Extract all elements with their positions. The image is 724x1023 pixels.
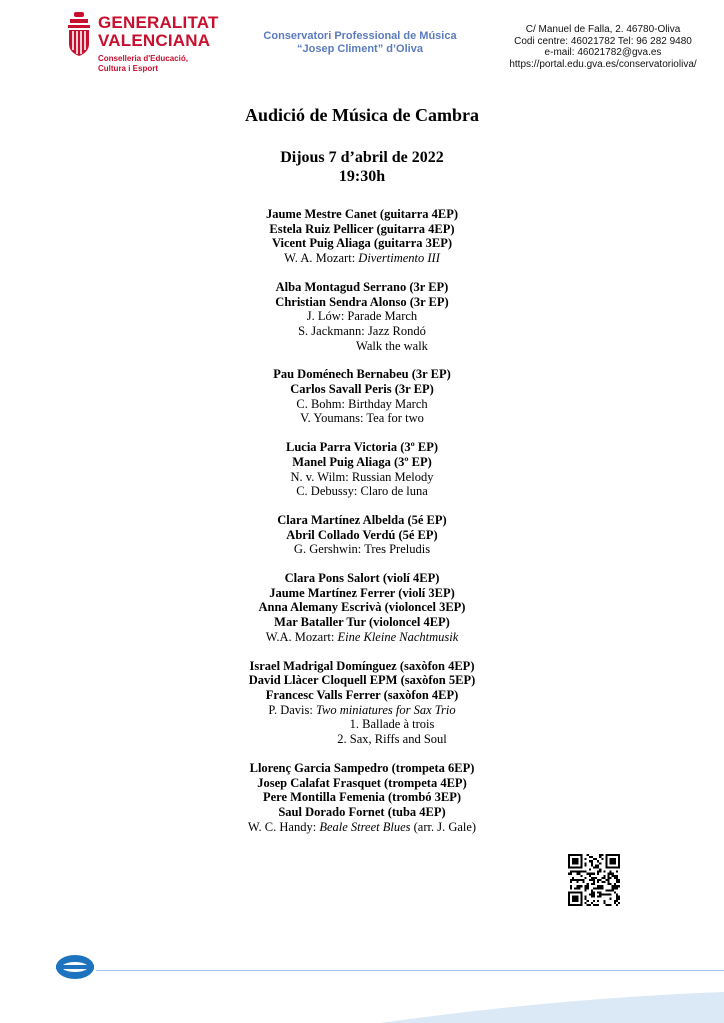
piece-line bbox=[0, 470, 724, 485]
performer-line: Clara Martínez Albelda (5é EP) bbox=[277, 512, 447, 527]
conservatory-name bbox=[240, 30, 480, 56]
website-link[interactable]: https://portal.edu.gva.es/conservatorioliva/ bbox=[509, 58, 697, 70]
program-group bbox=[0, 659, 724, 747]
piece-line bbox=[0, 717, 724, 732]
performer-line: Israel Madrigal Domínguez (saxòfon 4EP) bbox=[249, 658, 475, 673]
piece-title: Birthday March bbox=[348, 396, 428, 411]
footer-wave bbox=[0, 980, 724, 1023]
composer: C. Debussy: bbox=[296, 484, 361, 499]
performer-line: Alba Montagud Serrano (3r EP) bbox=[275, 279, 449, 294]
piece-line bbox=[0, 309, 724, 324]
performer-line: Llorenç Garcia Sampedro (trompeta 6EP) bbox=[249, 760, 475, 775]
page-header bbox=[0, 0, 724, 80]
event-date: Dijous 7 d’abril de 2022 bbox=[280, 149, 444, 166]
piece-title: Two miniatures for Sax Trio bbox=[315, 702, 456, 717]
composer: P. Davis: bbox=[268, 702, 316, 717]
performer-line: Jaume Mestre Canet (guitarra 4EP) bbox=[265, 207, 459, 221]
conservatory-line-1: Conservatori Professional de Música bbox=[263, 30, 457, 42]
piece-title: Parade March bbox=[347, 309, 418, 324]
composer: V. Youmans: bbox=[300, 411, 367, 426]
program-group bbox=[0, 513, 724, 557]
piece-line bbox=[0, 703, 724, 718]
performer-line: Francesc Valls Ferrer (saxòfon 4EP) bbox=[265, 687, 459, 702]
performer-line: Mar Bataller Tur (violoncel 4EP) bbox=[274, 615, 450, 630]
piece-line bbox=[0, 820, 724, 835]
program-group bbox=[0, 571, 724, 645]
performer-line: David Llàcer Cloquell EPM (saxòfon 5EP) bbox=[248, 673, 476, 688]
composer: N. v. Wilm: bbox=[290, 469, 352, 484]
logo-sub-2: Cultura i Esport bbox=[98, 64, 159, 73]
piece-title: Divertimento III bbox=[358, 251, 440, 266]
program-content bbox=[0, 104, 724, 848]
piece-title: Eine Kleine Nachtmusik bbox=[337, 629, 459, 644]
document-title: Audició de Música de Cambra bbox=[245, 105, 479, 125]
piece-line bbox=[0, 630, 724, 645]
composer: J. Lów: bbox=[306, 309, 348, 324]
address-line: C/ Manuel de Falla, 2. 46780-Oliva bbox=[525, 24, 681, 35]
arrangement-note: (arr. J. Gale) bbox=[410, 819, 477, 834]
logo-sub-1: Conselleria d'Educació, bbox=[98, 54, 188, 63]
phone-line: Codi centre: 46021782 Tel: 96 282 9480 bbox=[514, 35, 692, 47]
composer: W.A. Mozart: bbox=[265, 629, 338, 644]
performer-line: Pere Montilla Femenia (trombó 3EP) bbox=[262, 790, 462, 805]
performer-line: Saul Dorado Fornet (tuba 4EP) bbox=[278, 804, 446, 819]
performer-line: Josep Calafat Frasquet (trompeta 4EP) bbox=[257, 775, 467, 790]
piece-line bbox=[0, 542, 724, 557]
piece-title: Russian Melody bbox=[351, 469, 434, 484]
piece-line bbox=[0, 324, 724, 339]
piece-line bbox=[0, 732, 724, 747]
piece-title: 1. Ballade à trois bbox=[349, 717, 435, 732]
performer-line: Jaume Martínez Ferrer (violí 3EP) bbox=[269, 585, 455, 600]
performer-line: Manel Puig Aliaga (3º EP) bbox=[292, 454, 432, 469]
piece-title: 2. Sax, Riffs and Soul bbox=[337, 732, 447, 747]
piece-title: Walk the walk bbox=[356, 338, 428, 353]
program-group bbox=[0, 761, 724, 835]
program-group bbox=[0, 280, 724, 354]
performer-line: Christian Sendra Alonso (3r EP) bbox=[275, 294, 449, 309]
qr-code-icon[interactable] bbox=[568, 854, 620, 906]
composer: S. Jackmann: bbox=[298, 323, 368, 338]
logo-line-1: GENERALITAT bbox=[98, 13, 219, 32]
program-group bbox=[0, 367, 724, 426]
piece-line bbox=[0, 339, 724, 354]
piece-line bbox=[0, 411, 724, 426]
performer-line: Lucia Parra Victoria (3º EP) bbox=[285, 440, 438, 455]
piece-title: Jazz Rondó bbox=[367, 323, 426, 338]
composer: C. Bohm: bbox=[296, 396, 349, 411]
conservatory-line-2: “Josep Climent” d’Oliva bbox=[297, 43, 423, 55]
footer-oval-icon bbox=[54, 952, 96, 982]
performer-line: Estela Ruiz Pellicer (guitarra 4EP) bbox=[269, 221, 455, 236]
piece-title: Claro de luna bbox=[360, 484, 428, 499]
piece-title: Tres Preludis bbox=[364, 542, 431, 557]
program-groups bbox=[0, 207, 724, 834]
composer: G. Gershwin: bbox=[293, 542, 365, 557]
performer-line: Vicent Puig Aliaga (guitarra 3EP) bbox=[271, 236, 453, 251]
performer-line: Clara Pons Salort (violí 4EP) bbox=[284, 571, 440, 586]
piece-title: Tea for two bbox=[366, 411, 424, 426]
performer-line: Pau Doménech Bernabeu (3r EP) bbox=[273, 367, 451, 382]
logo-line-2: VALENCIANA bbox=[98, 31, 211, 50]
composer: W. C. Handy: bbox=[247, 819, 320, 834]
program-group bbox=[0, 207, 724, 266]
piece-line bbox=[0, 397, 724, 412]
performer-line: Anna Alemany Escrivà (violoncel 3EP) bbox=[258, 600, 466, 615]
contact-info bbox=[490, 24, 716, 70]
generalitat-logo bbox=[66, 12, 219, 78]
email-line: e-mail: 46021782@gva.es bbox=[544, 47, 662, 58]
generalitat-valenciana-logo-icon bbox=[66, 12, 92, 62]
program-group bbox=[0, 440, 724, 499]
composer: W. A. Mozart: bbox=[284, 251, 359, 266]
piece-line bbox=[0, 484, 724, 499]
performer-line: Carlos Savall Peris (3r EP) bbox=[290, 382, 434, 397]
performer-line: Abril Collado Verdú (5é EP) bbox=[286, 527, 438, 542]
piece-title: Beale Street Blues bbox=[319, 819, 411, 834]
piece-line bbox=[0, 251, 724, 266]
event-time: 19:30h bbox=[338, 168, 386, 185]
footer-divider bbox=[96, 970, 724, 971]
